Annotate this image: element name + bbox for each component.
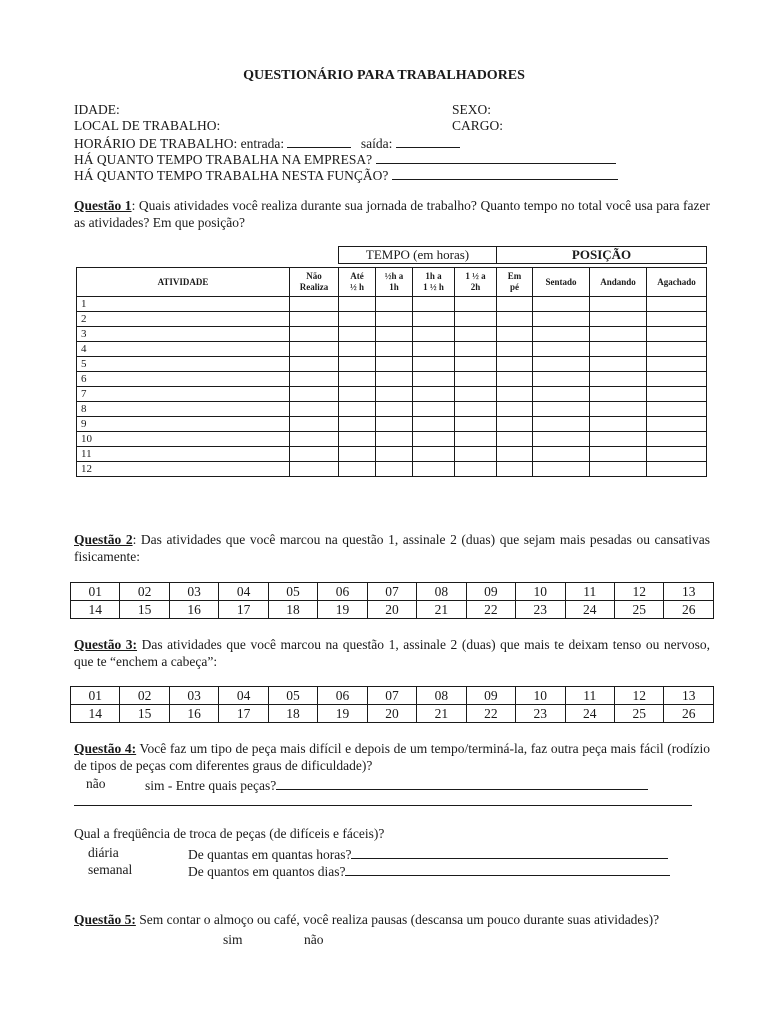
answer-cell[interactable]: [533, 447, 590, 462]
answer-cell[interactable]: [590, 462, 647, 477]
grid-cell[interactable]: 24: [565, 705, 614, 723]
answer-cell[interactable]: [413, 387, 455, 402]
answer-cell[interactable]: [413, 297, 455, 312]
cargo-label: CARGO:: [452, 118, 504, 133]
answer-cell[interactable]: [376, 297, 413, 312]
tempo-empresa-row: [74, 151, 616, 167]
grid-cell[interactable]: 25: [614, 705, 663, 723]
answer-cell[interactable]: [647, 432, 707, 447]
answer-cell[interactable]: [455, 417, 497, 432]
answer-cell[interactable]: [455, 357, 497, 372]
grid-row: [71, 687, 714, 705]
question-4: [74, 740, 710, 774]
question-5: [74, 911, 710, 928]
frequencia-question: Qual a freqüência de troca de peças (de difíceis e fáceis)?: [74, 826, 385, 841]
table-column-header: [77, 268, 707, 297]
semanal-row: [188, 863, 670, 879]
answer-cell[interactable]: [497, 432, 533, 447]
grid-cell[interactable]: 15: [120, 705, 169, 723]
answer-cell[interactable]: [497, 327, 533, 342]
activity-cell[interactable]: 3: [77, 327, 290, 342]
col-atividade: ATIVIDADE: [77, 268, 290, 297]
col-ate-meia-hora: Até ½ h: [339, 268, 376, 297]
answer-cell[interactable]: [290, 402, 339, 417]
grid-cell[interactable]: 03: [169, 583, 218, 601]
answer-cell[interactable]: [413, 417, 455, 432]
local-trabalho-label: LOCAL DE TRABALHO:: [74, 118, 221, 133]
grid-cell[interactable]: 17: [219, 601, 268, 619]
grid-cell[interactable]: 12: [614, 583, 663, 601]
answer-cell[interactable]: [290, 432, 339, 447]
answer-cell[interactable]: [413, 432, 455, 447]
grid-cell[interactable]: 07: [367, 583, 416, 601]
table-row: [77, 462, 707, 477]
answer-cell[interactable]: [590, 417, 647, 432]
question-2-text: : Das atividades que você marcou na questão 1, assinale 2 (duas) que sejam mais pesadas ou cansativas fisicamente:: [74, 532, 711, 564]
answer-cell[interactable]: [413, 402, 455, 417]
answer-cell[interactable]: [497, 402, 533, 417]
table-row: [77, 372, 707, 387]
grid-cell[interactable]: 08: [417, 583, 466, 601]
question-1-label: Questão 1: [74, 198, 132, 213]
grid-cell[interactable]: 12: [614, 687, 663, 705]
answer-cell[interactable]: [647, 417, 707, 432]
diaria-option[interactable]: diária: [88, 845, 119, 860]
diaria-row: [188, 846, 668, 862]
answer-cell[interactable]: [455, 402, 497, 417]
page-title: QUESTIONÁRIO PARA TRABALHADORES: [243, 68, 525, 83]
answer-cell[interactable]: [290, 297, 339, 312]
col-uma-e-meia-a-duas: 1 ½ a 2h: [455, 268, 497, 297]
grid-cell[interactable]: 25: [614, 601, 663, 619]
tempo-funcao-label: HÁ QUANTO TEMPO TRABALHA NESTA FUNÇÃO?: [74, 168, 389, 183]
answer-cell[interactable]: [290, 372, 339, 387]
answer-cell[interactable]: [497, 462, 533, 477]
grid-cell[interactable]: 08: [417, 687, 466, 705]
grid-cell[interactable]: 13: [664, 583, 714, 601]
answer-cell[interactable]: [533, 357, 590, 372]
diaria-field[interactable]: [351, 846, 668, 859]
answer-cell[interactable]: [590, 312, 647, 327]
answer-cell[interactable]: [339, 462, 376, 477]
grid-cell[interactable]: 16: [169, 601, 218, 619]
tempo-group-header: TEMPO (em horas): [339, 247, 497, 264]
answer-cell[interactable]: [376, 372, 413, 387]
answer-cell[interactable]: [647, 402, 707, 417]
grid-cell[interactable]: 26: [664, 601, 714, 619]
answer-cell[interactable]: [376, 447, 413, 462]
grid-cell[interactable]: 04: [219, 687, 268, 705]
answer-cell[interactable]: [455, 432, 497, 447]
answer-cell[interactable]: [455, 327, 497, 342]
answer-cell[interactable]: [339, 327, 376, 342]
grid-cell[interactable]: 09: [466, 583, 515, 601]
col-agachado: Agachado: [647, 268, 707, 297]
answer-cell[interactable]: [339, 417, 376, 432]
answer-cell[interactable]: [376, 432, 413, 447]
semanal-option[interactable]: semanal: [88, 862, 133, 877]
question-1-text: : Quais atividades você realiza durante sua jornada de trabalho? Quanto tempo no total você usa para fazer as atividades? Em que posição?: [74, 198, 710, 230]
grid-cell[interactable]: 04: [219, 583, 268, 601]
tempo-funcao-row: [74, 167, 618, 183]
question-3-text: Das atividades que você marcou na questão 1, assinale 2 (duas) que mais te deixam tenso ou nervoso, que te “enchem a cabeça”:: [74, 637, 710, 669]
q4-sim-option[interactable]: [145, 777, 648, 793]
answer-cell[interactable]: [647, 357, 707, 372]
answer-cell[interactable]: [290, 342, 339, 357]
question-3-label: Questão 3:: [74, 637, 138, 652]
grid-cell[interactable]: 18: [268, 601, 317, 619]
question-2-grid: [70, 582, 714, 619]
question-2-label: Questão 2: [74, 532, 133, 547]
grid-cell[interactable]: 02: [120, 687, 169, 705]
answer-cell[interactable]: [376, 462, 413, 477]
answer-cell[interactable]: [290, 357, 339, 372]
answer-cell[interactable]: [590, 327, 647, 342]
table-row: [77, 297, 707, 312]
activity-cell[interactable]: 6: [77, 372, 290, 387]
grid-row: [71, 601, 714, 619]
answer-cell[interactable]: [533, 402, 590, 417]
answer-cell[interactable]: [339, 447, 376, 462]
answer-cell[interactable]: [533, 372, 590, 387]
answer-cell[interactable]: [590, 447, 647, 462]
answer-cell[interactable]: [455, 312, 497, 327]
grid-cell[interactable]: 18: [268, 705, 317, 723]
answer-cell[interactable]: [413, 372, 455, 387]
answer-cell[interactable]: [497, 387, 533, 402]
answer-cell[interactable]: [647, 342, 707, 357]
question-5-text: Sem contar o almoço ou café, você realiza pausas (descansa um pouco durante suas atividades)?: [135, 912, 660, 927]
answer-cell[interactable]: [413, 327, 455, 342]
question-5-label: Questão 5:: [74, 912, 136, 927]
diaria-question: De quantas em quantas horas?: [188, 847, 352, 862]
grid-cell[interactable]: 03: [169, 687, 218, 705]
posicao-group-header: POSIÇÃO: [497, 247, 707, 264]
table-row: [77, 327, 707, 342]
answer-cell[interactable]: [455, 342, 497, 357]
col-sentado: Sentado: [533, 268, 590, 297]
answer-cell[interactable]: [533, 417, 590, 432]
answer-cell[interactable]: [413, 357, 455, 372]
grid-cell[interactable]: 20: [367, 601, 416, 619]
question-1: [74, 197, 710, 231]
col-andando: Andando: [590, 268, 647, 297]
answer-cell[interactable]: [339, 387, 376, 402]
grid-cell[interactable]: 24: [565, 601, 614, 619]
answer-cell[interactable]: [376, 387, 413, 402]
answer-cell[interactable]: [290, 387, 339, 402]
q4-nao-option[interactable]: não: [86, 776, 106, 791]
table-row: [77, 417, 707, 432]
grid-cell[interactable]: 23: [516, 601, 565, 619]
grid-cell[interactable]: 06: [318, 687, 367, 705]
answer-cell[interactable]: [647, 462, 707, 477]
grid-cell[interactable]: 21: [417, 705, 466, 723]
saida-field[interactable]: [396, 135, 460, 148]
grid-cell[interactable]: 23: [516, 705, 565, 723]
answer-cell[interactable]: [455, 447, 497, 462]
answer-cell[interactable]: [339, 402, 376, 417]
question-2: [74, 531, 710, 565]
answer-cell[interactable]: [590, 402, 647, 417]
answer-cell[interactable]: [413, 342, 455, 357]
grid-cell[interactable]: 20: [367, 705, 416, 723]
grid-row: [71, 583, 714, 601]
answer-cell[interactable]: [455, 372, 497, 387]
answer-cell[interactable]: [647, 387, 707, 402]
answer-cell[interactable]: [533, 327, 590, 342]
answer-cell[interactable]: [455, 387, 497, 402]
table-group-header: [77, 247, 707, 264]
table-row: [77, 432, 707, 447]
activity-cell[interactable]: 8: [77, 402, 290, 417]
idade-label: IDADE:: [74, 102, 120, 117]
semanal-field[interactable]: [345, 863, 670, 876]
question-3: [74, 636, 710, 670]
col-nao-realiza: Não Realiza: [290, 268, 339, 297]
answer-cell[interactable]: [339, 372, 376, 387]
grid-cell[interactable]: 01: [71, 687, 120, 705]
answer-cell[interactable]: [339, 312, 376, 327]
answer-cell[interactable]: [497, 297, 533, 312]
answer-cell[interactable]: [590, 342, 647, 357]
col-meia-a-uma-hora: ½h a 1h: [376, 268, 413, 297]
grid-row: [71, 705, 714, 723]
grid-cell[interactable]: 14: [71, 705, 120, 723]
grid-cell[interactable]: 10: [516, 583, 565, 601]
q5-nao-option[interactable]: não: [304, 932, 324, 947]
activity-cell[interactable]: 9: [77, 417, 290, 432]
answer-cell[interactable]: [497, 357, 533, 372]
activity-cell[interactable]: 4: [77, 342, 290, 357]
grid-cell[interactable]: 02: [120, 583, 169, 601]
answer-cell[interactable]: [290, 312, 339, 327]
grid-cell[interactable]: 19: [318, 705, 367, 723]
answer-cell[interactable]: [290, 327, 339, 342]
grid-cell[interactable]: 11: [565, 583, 614, 601]
q4-answer-line[interactable]: [74, 805, 692, 806]
table-row: [77, 387, 707, 402]
answer-cell[interactable]: [533, 462, 590, 477]
grid-cell[interactable]: 06: [318, 583, 367, 601]
grid-cell[interactable]: 11: [565, 687, 614, 705]
answer-cell[interactable]: [290, 447, 339, 462]
col-em-pe: Em pé: [497, 268, 533, 297]
answer-cell[interactable]: [533, 387, 590, 402]
q5-sim-option[interactable]: sim: [223, 932, 243, 947]
answer-cell[interactable]: [339, 357, 376, 372]
tempo-funcao-field[interactable]: [392, 167, 618, 180]
activity-cell[interactable]: 5: [77, 357, 290, 372]
table-row: [77, 342, 707, 357]
activity-rows: [77, 297, 707, 477]
horario-row: [74, 135, 460, 151]
tempo-empresa-field[interactable]: [376, 151, 616, 164]
answer-cell[interactable]: [647, 297, 707, 312]
grid-cell[interactable]: 10: [516, 687, 565, 705]
sexo-label: SEXO:: [452, 102, 492, 117]
activity-cell[interactable]: 10: [77, 432, 290, 447]
answer-cell[interactable]: [533, 312, 590, 327]
answer-cell[interactable]: [647, 312, 707, 327]
answer-cell[interactable]: [647, 372, 707, 387]
saida-label: saída:: [360, 136, 393, 151]
answer-cell[interactable]: [339, 432, 376, 447]
grid-cell[interactable]: 21: [417, 601, 466, 619]
activity-cell[interactable]: 12: [77, 462, 290, 477]
answer-cell[interactable]: [647, 447, 707, 462]
answer-cell[interactable]: [497, 312, 533, 327]
grid-cell[interactable]: 19: [318, 601, 367, 619]
answer-cell[interactable]: [497, 372, 533, 387]
semanal-question: De quantos em quantos dias?: [188, 864, 346, 879]
grid-cell[interactable]: 05: [268, 583, 317, 601]
activity-cell[interactable]: 11: [77, 447, 290, 462]
tempo-empresa-label: HÁ QUANTO TEMPO TRABALHA NA EMPRESA?: [74, 152, 373, 167]
table-row: [77, 402, 707, 417]
activity-cell[interactable]: 7: [77, 387, 290, 402]
q4-sim-label: sim - Entre quais peças?: [145, 778, 277, 793]
answer-cell[interactable]: [455, 297, 497, 312]
answer-cell[interactable]: [497, 417, 533, 432]
grid-cell[interactable]: 22: [466, 601, 515, 619]
grid-cell[interactable]: 17: [219, 705, 268, 723]
answer-cell[interactable]: [533, 342, 590, 357]
answer-cell[interactable]: [533, 297, 590, 312]
question-4-label: Questão 4:: [74, 741, 137, 756]
answer-cell[interactable]: [497, 342, 533, 357]
grid-cell[interactable]: 09: [466, 687, 515, 705]
answer-cell[interactable]: [590, 297, 647, 312]
grid-cell[interactable]: 22: [466, 705, 515, 723]
answer-cell[interactable]: [413, 312, 455, 327]
answer-cell[interactable]: [455, 462, 497, 477]
grid-cell[interactable]: 07: [367, 687, 416, 705]
question-3-grid: [70, 686, 714, 723]
grid-cell[interactable]: 01: [71, 583, 120, 601]
table-row: [77, 312, 707, 327]
table-row: [77, 357, 707, 372]
answer-cell[interactable]: [590, 432, 647, 447]
activity-cell[interactable]: 1: [77, 297, 290, 312]
answer-cell[interactable]: [413, 447, 455, 462]
grid-cell[interactable]: 15: [120, 601, 169, 619]
answer-cell[interactable]: [376, 342, 413, 357]
horario-label: HORÁRIO DE TRABALHO: entrada:: [74, 136, 285, 151]
answer-cell[interactable]: [376, 327, 413, 342]
grid-cell[interactable]: 26: [664, 705, 714, 723]
answer-cell[interactable]: [590, 372, 647, 387]
answer-cell[interactable]: [376, 402, 413, 417]
grid-cell[interactable]: 13: [664, 687, 714, 705]
grid-cell[interactable]: 16: [169, 705, 218, 723]
answer-cell[interactable]: [339, 297, 376, 312]
grid-cell[interactable]: 14: [71, 601, 120, 619]
answer-cell[interactable]: [290, 417, 339, 432]
col-uma-a-uma-e-meia: 1h a 1 ½ h: [413, 268, 455, 297]
answer-cell[interactable]: [376, 312, 413, 327]
entrada-field[interactable]: [287, 135, 351, 148]
answer-cell[interactable]: [647, 327, 707, 342]
question-4-text: Você faz um tipo de peça mais difícil e depois de um tempo/terminá-la, faz outra peça mais fácil (rodízio de tipos de peças com diferentes graus de dificuldade)?: [74, 741, 710, 773]
answer-cell[interactable]: [339, 342, 376, 357]
answer-cell[interactable]: [497, 447, 533, 462]
answer-cell[interactable]: [533, 432, 590, 447]
grid-cell[interactable]: 05: [268, 687, 317, 705]
answer-cell[interactable]: [376, 417, 413, 432]
answer-cell[interactable]: [590, 357, 647, 372]
answer-cell[interactable]: [413, 462, 455, 477]
answer-cell[interactable]: [376, 357, 413, 372]
q4-pecas-field[interactable]: [276, 777, 648, 790]
answer-cell[interactable]: [290, 462, 339, 477]
activity-cell[interactable]: 2: [77, 312, 290, 327]
table-row: [77, 447, 707, 462]
activity-table: [76, 246, 707, 477]
answer-cell[interactable]: [590, 387, 647, 402]
